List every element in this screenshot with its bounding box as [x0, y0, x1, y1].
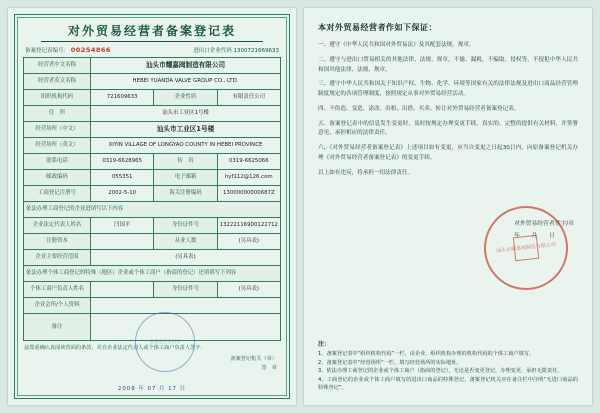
footnotes-block [318, 340, 578, 393]
guarantee-title: 本对外贸易经营者作如下保证： [318, 23, 437, 32]
row-value: 721609633 [91, 90, 154, 106]
row-label-2: 从业人数 [154, 234, 217, 250]
row-value: 2002-5-10 [91, 186, 154, 202]
row-label-2: 身份证件号 [154, 282, 217, 298]
row-value: 汕头市工业区1号楼 [91, 106, 281, 122]
registration-number-value: 00254866 [70, 46, 111, 54]
row-value: 闫国平 [91, 218, 154, 234]
row-label-2: 电子邮箱 [154, 170, 217, 186]
row-label-2: 身份证件号 [154, 218, 217, 234]
left-page-border [14, 14, 290, 399]
guarantee-paragraph: 五、备案登记表中的信息发生变更时，及时按规定办理变更手续，真实的、完整的提供有关材料，并签署意见、承担相应的法律责任。 [318, 120, 578, 137]
seal-center-square [513, 235, 539, 261]
enterprise-code-label: 进出口企业代码 [193, 48, 232, 54]
row-label: 企业法定代表人姓名 [24, 218, 91, 234]
registration-authority-label: 备案登记机关（章） [230, 355, 277, 362]
row-value-2: 0319-6625066 [217, 154, 280, 170]
right-page [304, 8, 592, 405]
guarantee-paragraph: 四、不伪造、变造、涂改、出租、出借、买卖、转让对外贸易经营者备案登记表。 [318, 105, 520, 112]
registration-authority-seal: 备案登记专用章 [135, 312, 195, 372]
footer-date: 2008 年 07 月 17 日 [117, 386, 187, 392]
section-2-header: 依法办理个体工商登记的特殊（地区）企业或个体工商户（指商的登记）还填填写下列容 [24, 266, 281, 282]
row-label: 邮政编码 [24, 170, 91, 186]
footnote-item: 2、备案登记表中“经营场所”一栏，填写经营场所的实际地址。 [318, 359, 462, 366]
signature-date-line: 年 月 日 [514, 233, 555, 240]
row-label-2: 传 真 [154, 154, 217, 170]
remark-label: 备注 [24, 314, 91, 341]
row-label-2: 企业性质 [154, 90, 217, 106]
signature-label: 签 章 [261, 364, 277, 371]
footnote-item: 4、工商登记的企业或个体工商户填写的进出口商品的特殊登记，备案登记机关应在备注栏中注明“无进口商品的特殊登记”。 [318, 376, 578, 392]
row-label: 个体工商户负责人姓名 [24, 282, 91, 298]
guarantee-paragraph: 六、《对外贸易经营者备案登记表》上述项目如有变更，应当自变更之日起30日内，向原备案登记机关办理《对外贸易经营者备案登记表》的变更手续。 [318, 145, 578, 162]
footnote-item: 3、依法办理工商登记的企业或个体工商户（指商的登记），无论是否变更登记，办理变更、承担无限责任。 [318, 368, 563, 375]
row-label: 企业主要经营范围 [24, 250, 91, 266]
guarantee-paragraph: 三、遵守中华人民共和国关于知识产权、生物、化学、环境等国家有关的法律法规及进出口商品经营管理制度规定的各项管理制度，按照规定从事对外贸易经营活动。 [318, 81, 578, 98]
row-value: 055351 [91, 170, 154, 186]
statement-text: 兹郑重确认真闻读背面的条款，并自企业法定代表人或个体工商户负责人签字： [24, 345, 206, 351]
row-value: HEBEI YUANDA VALVE GROUP CO., LTD. [91, 74, 281, 90]
row-label: 企业会所/个人资料 [24, 298, 91, 314]
row-label: 经营场所（中文） [24, 122, 91, 138]
guarantee-paragraph: 以上如有违反，将承担一切法律责任。 [318, 169, 414, 176]
row-label: 经营场所（英文） [24, 138, 91, 154]
footnotes-title: 注： [318, 341, 331, 349]
row-value: XIYIN VILLAGE OF LONGYAO COUNTY IN HEBEI PROVINCE [91, 138, 281, 154]
row-label: 住 所 [24, 106, 91, 122]
trader-signature-label: 对外贸易经营者签字/章 [514, 221, 574, 227]
row-value-2: (另具表) [217, 234, 280, 250]
row-value: 汕头市工业区1号楼 [91, 122, 281, 138]
row-value: 0319-6628965 [91, 154, 154, 170]
row-label: 工商登记注册号 [24, 186, 91, 202]
row-label: 联系电话 [24, 154, 91, 170]
row-value-2: 有限责任公司 [217, 90, 280, 106]
row-value-2: 13000000000687Z [217, 186, 280, 202]
row-value-2: hyf112@126.com [217, 170, 280, 186]
row-label: 组织机构代码 [24, 90, 91, 106]
row-label: 经营者英文名称 [24, 74, 91, 90]
row-label: 经营者中文名称 [24, 58, 91, 74]
row-value: 汕头市耀嘉阀制造有限公司 [91, 58, 281, 74]
page-title: 对外贸易经营者备案登记表 [67, 24, 236, 38]
section-1-header: 依法办理工商登记的企业进填写以下内容 [24, 202, 281, 218]
enterprise-code-value: 1300721669633 [233, 48, 279, 54]
guarantee-paragraph: 一、遵守《中华人民共和国对外贸易法》及其配套法规、规章。 [318, 42, 475, 48]
company-red-seal-text: 汕头市耀嘉阀制造有限公司 [495, 241, 557, 254]
row-value: (另具表) [91, 250, 281, 266]
row-value-2: 13222116900122712 [217, 218, 280, 234]
footnote-item: 1、备案登记表中“组织机构代码”一栏，由企业、组织机构办理的机构代码的个体工商户填写。 [318, 351, 535, 358]
registration-number-label: 备案登记表编号： [25, 48, 70, 54]
company-red-seal [480, 202, 572, 294]
guarantee-paragraph: 二、遵守与进出口贸易相关的其他法律、法规、规章，不偷、漏税，不骗取、侵权等，不侵犯中华人民共和国其他法律、法规、规章。 [318, 56, 578, 73]
row-value-2: (另具表) [217, 282, 280, 298]
row-label: 注册资本 [24, 234, 91, 250]
left-page [8, 8, 296, 405]
row-label-2: 海关注册编码 [154, 186, 217, 202]
